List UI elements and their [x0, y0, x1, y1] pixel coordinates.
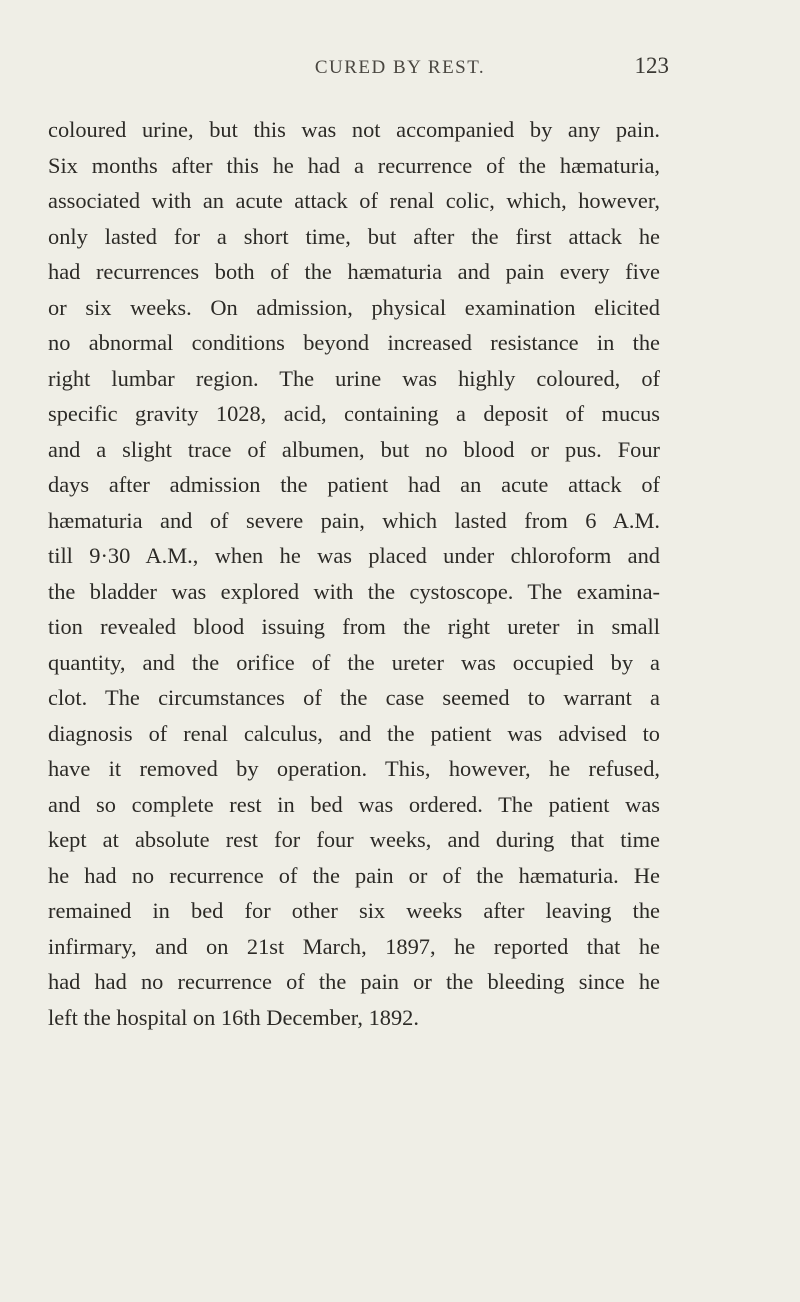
text-line: had had no recurrence of the pain or the bleeding since he: [48, 969, 660, 994]
text-line: infirmary, and on 21st March, 1897, he reported that he: [48, 933, 660, 959]
text-line: associated with an acute attack of renal colic, which, however,: [48, 188, 660, 213]
text-line: or six weeks. On admission, physical examination elicited: [48, 294, 660, 320]
text-line: had recurrences both of the hæmaturia and pain every five: [48, 259, 660, 284]
text-line: hæmaturia and of severe pain, which lasted from 6 A.M.: [48, 507, 660, 533]
text-line: have it removed by operation. This, however, he refused,: [48, 756, 660, 781]
text-line: clot. The circumstances of the case seemed to warrant a: [48, 685, 660, 710]
text-line: remained in bed for other six weeks after leaving the: [48, 898, 660, 923]
page-number: 123: [634, 53, 669, 78]
text-line: Six months after this he had a recurrence of the hæmaturia,: [48, 152, 660, 178]
text-line: and so complete rest in bed was ordered. The patient was: [48, 791, 660, 817]
text-line: days after admission the patient had an acute attack of: [48, 472, 660, 497]
text-line: till 9·30 A.M., when he was placed under chloroform and: [48, 543, 660, 568]
body-paragraph: [48, 112, 660, 1035]
text-line: no abnormal conditions beyond increased resistance in the: [48, 330, 660, 355]
text-line: only lasted for a short time, but after the first attack he: [48, 223, 660, 249]
text-line: tion revealed blood issuing from the right ureter in small: [48, 614, 660, 639]
text-line: coloured urine, but this was not accompanied by any pain.: [48, 117, 660, 142]
text-line: diagnosis of renal calculus, and the patient was advised to: [48, 720, 660, 746]
text-line: right lumbar region. The urine was highly coloured, of: [48, 365, 660, 391]
running-title: CURED BY REST.: [314, 57, 486, 78]
text-line: the bladder was explored with the cystoscope. The examina-: [48, 578, 660, 604]
text-line: specific gravity 1028, acid, containing a deposit of mucus: [48, 401, 660, 426]
text-line: quantity, and the orifice of the ureter was occupied by a: [48, 649, 660, 675]
text-line: left the hospital on 16th December, 1892.: [48, 1004, 419, 1030]
text-line: kept at absolute rest for four weeks, and during that time: [48, 827, 660, 852]
text-line: he had no recurrence of the pain or of the hæmaturia. He: [48, 862, 660, 888]
text-line: and a slight trace of albumen, but no blood or pus. Four: [48, 436, 660, 462]
